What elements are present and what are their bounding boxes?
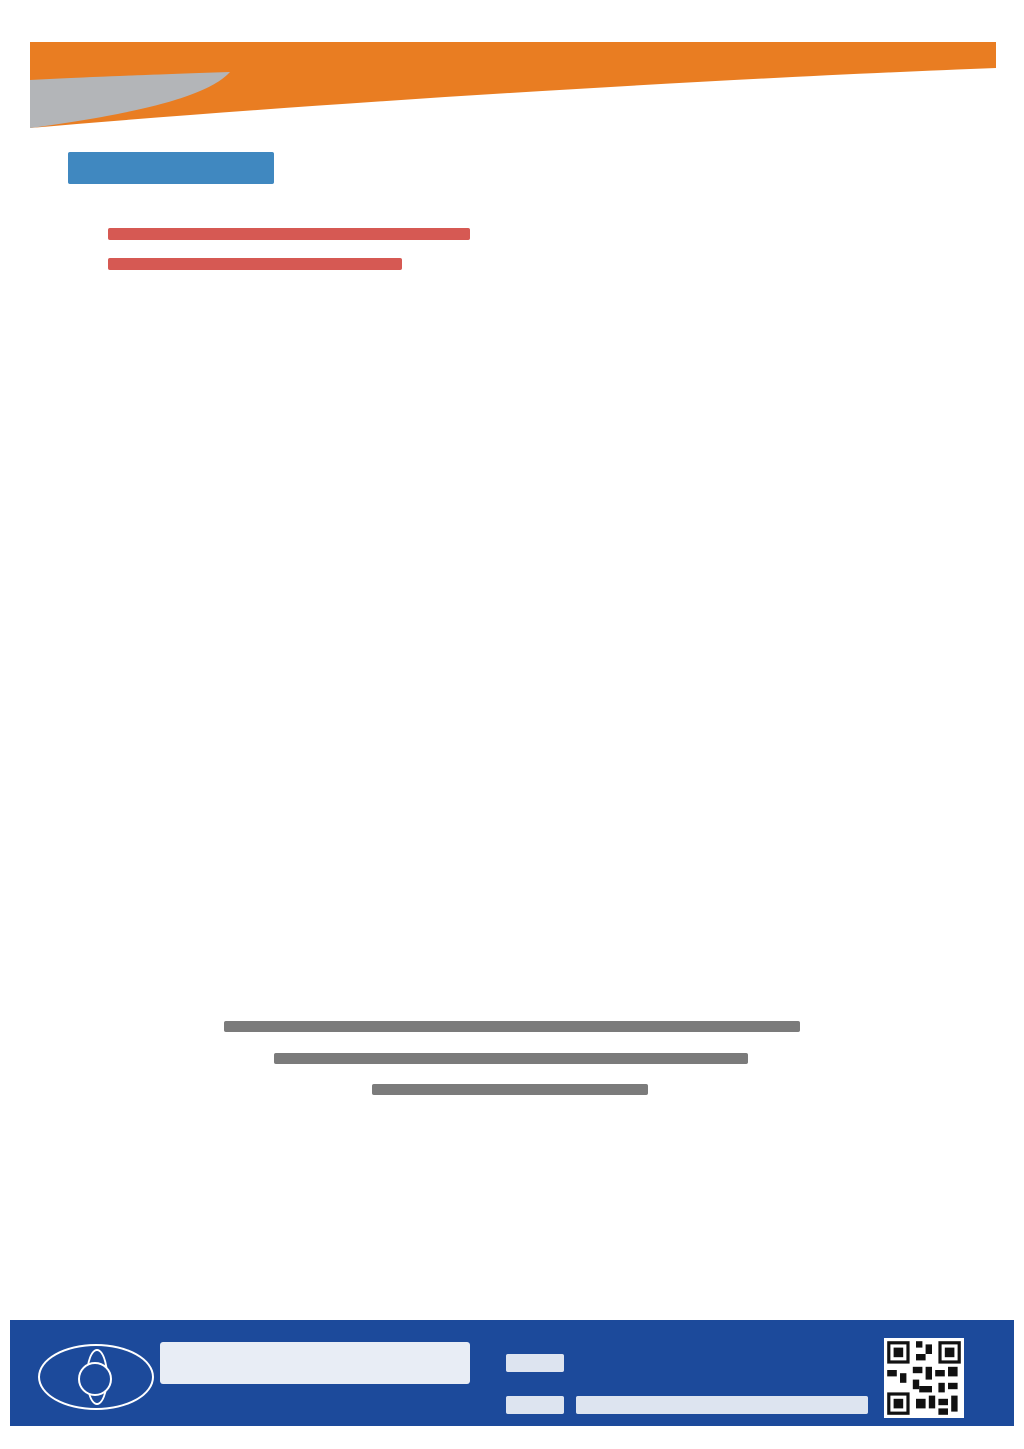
closing-note-3 <box>372 1084 648 1095</box>
page-title <box>68 152 274 184</box>
logo-mark <box>78 1362 112 1396</box>
qr-code-icon <box>884 1338 964 1418</box>
address-value <box>576 1396 868 1414</box>
tip-line-fee <box>108 228 470 240</box>
address-label <box>506 1396 564 1414</box>
closing-note-2 <box>274 1053 748 1064</box>
footer-bar <box>10 1320 1014 1426</box>
header-banner <box>30 42 996 128</box>
brand-name <box>160 1342 470 1384</box>
globe-logo-icon <box>38 1344 154 1410</box>
closing-note-1 <box>224 1021 800 1032</box>
phone-label <box>506 1354 564 1372</box>
tip-line-note <box>108 258 402 270</box>
